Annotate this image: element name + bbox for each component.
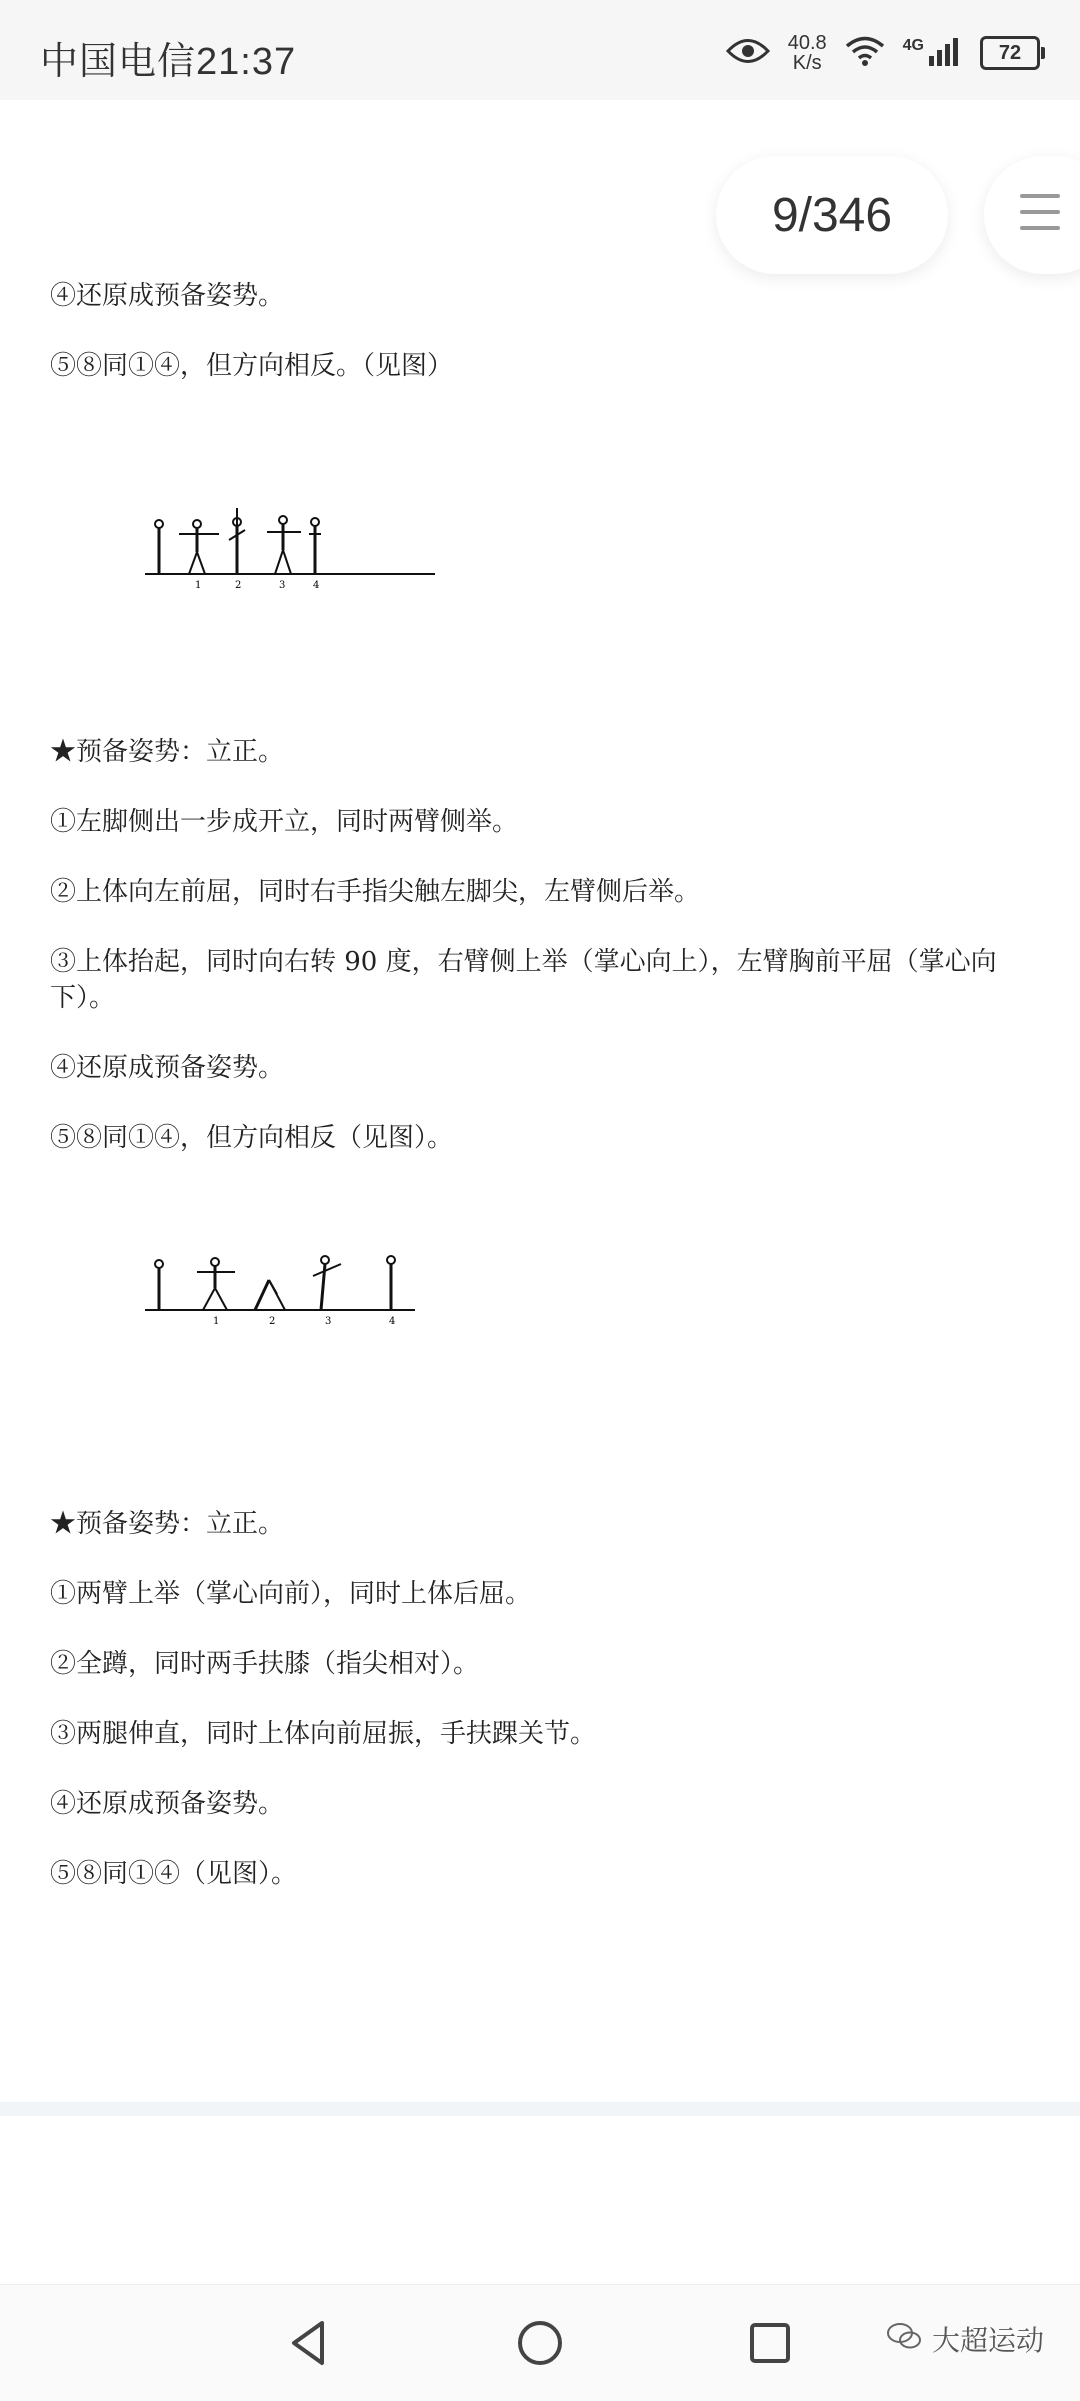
back-triangle-icon[interactable] [278, 2313, 338, 2373]
page-indicator-text: 9/346 [771, 188, 893, 242]
figure-step-label: 2 [269, 1316, 276, 1327]
menu-button[interactable] [984, 156, 1080, 274]
stick-figure-illustration [145, 508, 445, 628]
net-speed [788, 33, 827, 73]
paragraph: ②全蹲，同时两手扶膝（指尖相对）。 [50, 1649, 480, 1679]
status-bar [0, 0, 1080, 100]
paragraph: ③两腿伸直，同时上体向前屈振，手扶踝关节。 [50, 1719, 597, 1749]
net-speed-value: 40.8 [787, 32, 827, 54]
figure-step-label: 2 [235, 580, 242, 591]
home-circle-icon[interactable] [510, 2313, 570, 2373]
clock: 21:37 [196, 41, 297, 83]
watermark [886, 2319, 1044, 2359]
carrier-name: 中国电信 [40, 41, 197, 83]
network-type: 4G [902, 37, 924, 54]
stick-figure-illustration [145, 1250, 445, 1360]
page-divider [0, 2102, 1080, 2116]
paragraph: ④还原成预备姿势。 [50, 1053, 285, 1083]
figure-step-label: 4 [389, 1316, 396, 1327]
menu-icon [1020, 194, 1060, 242]
net-speed-unit: K/s [792, 52, 822, 74]
paragraph: ③上体抬起，同时向右转 90 度，右臂侧上举（掌心向上），左臂胸前平屈（掌心向下）。 [50, 947, 997, 1013]
paragraph: ⑤⑧同①④，但方向相反。（见图） [50, 351, 454, 381]
watermark-text: 大超运动 [931, 2325, 1044, 2356]
paragraph: ①左脚侧出一步成开立，同时两臂侧举。 [50, 807, 519, 837]
recents-square-icon[interactable] [740, 2313, 800, 2373]
wifi-icon [845, 35, 885, 72]
exercise-figure-2 [50, 1190, 1030, 1450]
status-icons [726, 30, 1040, 76]
paragraph: ①两臂上举（掌心向前），同时上体后屈。 [50, 1579, 532, 1609]
figure-step-label: 1 [213, 1316, 220, 1327]
figure-step-label: 1 [195, 580, 202, 591]
paragraph: ⑤⑧同①④，但方向相反（见图）。 [50, 1123, 454, 1153]
paragraph: ★预备姿势：立正。 [50, 1509, 285, 1539]
paragraph: ②上体向左前屈，同时右手指尖触左脚尖，左臂侧后举。 [50, 877, 701, 907]
carrier-time [40, 30, 296, 85]
battery-icon [980, 36, 1040, 70]
paragraph: ④还原成预备姿势。 [50, 1789, 285, 1819]
figure-step-label: 4 [313, 580, 320, 591]
exercise-figure-1 [50, 418, 1030, 678]
system-navigation-bar [0, 2284, 1080, 2401]
document-page [50, 278, 1030, 1926]
cellular-signal-icon [928, 36, 962, 71]
paragraph: ★预备姿势：立正。 [50, 737, 285, 767]
figure-step-label: 3 [325, 1316, 332, 1327]
paragraph: ⑤⑧同①④（见图）。 [50, 1859, 298, 1889]
page-indicator[interactable] [716, 156, 948, 274]
wechat-icon [886, 2321, 922, 2358]
battery-level: 72 [998, 41, 1022, 64]
eye-icon [726, 36, 770, 71]
paragraph: ④还原成预备姿势。 [50, 281, 285, 311]
figure-step-label: 3 [279, 580, 286, 591]
